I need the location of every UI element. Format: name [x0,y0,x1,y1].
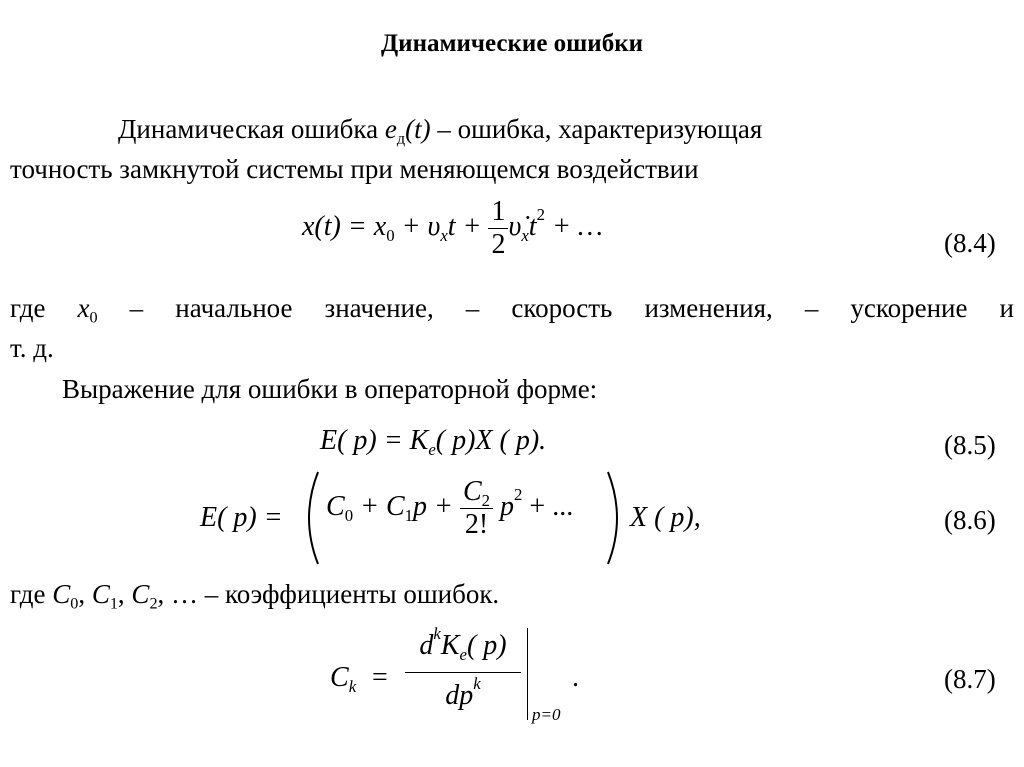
where-description: – начальное значение, – скорость изменения, – ускорение и [97,293,1015,323]
eq84-t2: t [528,211,537,243]
eq87-equals: = [372,662,388,693]
equation-8-7-lhs [330,662,356,694]
equation-number-8-5: (8.5) [944,430,996,460]
eq86-tail: + ... [522,491,574,523]
equation-number-8-6: (8.6) [944,505,996,535]
eq86-c1-sub: 1 [404,505,414,525]
eq84-frac-den: 2 [488,228,508,261]
eq86-p2-sup: 2 [514,485,523,504]
eq87-ck: C [330,662,349,693]
coeff-rest: , … – коэффициенты ошибок. [157,579,500,609]
eq85-rhs: ( p)X ( p). [435,425,547,456]
equation-number-8-7: (8.7) [944,664,996,694]
eq86-fraction [460,476,493,541]
equation-8-4 [302,196,603,261]
eq87-period: . [572,662,579,693]
eq86-frac-num: C [462,476,482,507]
eq84-vx-sub: x [440,225,448,245]
coeff-prefix: где [10,579,53,609]
eq84-tail: + … [544,211,603,243]
eq86-c1: + C [353,491,405,523]
eq84-acceleration: υ̇ [508,211,522,243]
coeff-c0-sub: 0 [70,594,79,613]
eq86-frac-den: 2! [460,508,493,541]
equation-number-8-4: (8.4) [944,228,996,258]
eq87-d: d [419,630,434,661]
eq87-fraction-bar [405,672,521,673]
equation-8-6-lhs: E( p) = [200,502,283,533]
x0-symbol: x [77,293,90,323]
coefficients-text: где $C_0$, $C_1$, $C_2$, … – коэффициенты ошибок. [10,579,500,613]
eq86-c0-sub: 0 [344,505,354,525]
eq87-den-k: k [473,673,481,693]
where-line-2: т. д. [10,333,54,363]
error-argument: (t) [405,114,431,144]
definition-line-1 [118,114,763,148]
coeff-c2-sub: 2 [149,594,158,613]
eq84-fraction [488,196,508,261]
eq84-frac-num: 1 [491,196,506,227]
eq85-lhs: E( p) = K [320,425,429,456]
eq87-evaluation-bar [527,628,528,720]
eq87-numerator [408,623,518,664]
error-symbol: e [384,114,397,144]
where-line-1 [10,293,1015,327]
eq87-K: K [440,630,460,661]
eq84-t2-sup: 2 [536,205,545,224]
coeff-c2: C [131,579,150,609]
eq84-t: t + [447,211,489,243]
equation-8-5 [320,425,546,457]
eq86-c0: C [326,491,345,523]
error-subscript: д [396,129,406,148]
right-paren [604,470,628,566]
eq84-x0-sub: 0 [386,225,395,245]
eq87-num-k: k [433,623,441,643]
eq84-velocity: + υ [394,211,441,243]
eq86-frac-num-sub: 2 [481,490,491,510]
equation-8-6-inner [326,476,573,541]
x0-subscript: 0 [89,308,98,327]
eq84-lhs: x(t) = x [302,211,387,243]
coeff-c1-sub: 1 [109,594,118,613]
eq87-evaluation-sub: p=0 [532,705,561,724]
eq85-ke-sub: e [428,439,436,459]
page-title: Динамические ошибки [380,30,643,57]
eq87-ck-sub: k [348,676,357,696]
eq87-p: ( p) [466,630,507,661]
eq87-dp: dp [445,680,474,711]
eq86-p: p + [413,491,460,523]
definition-text-rest: – ошибка, характеризующая [430,114,763,144]
eq87-e-sub: e [459,644,467,664]
operator-form-text: Выражение для ошибки в операторной форме: [62,374,598,404]
coeff-c0: C [52,579,71,609]
left-paren [298,470,322,566]
where-prefix: где [10,293,78,323]
eq84-dv-sub: x [521,225,529,245]
coeff-c1: C [91,579,110,609]
eq86-p2: p [493,491,515,523]
definition-text: Динамическая ошибка [118,114,385,144]
eq87-denominator [408,673,518,712]
definition-line-2: точность замкнутой системы при меняющемся воздействии [10,154,699,184]
equation-8-6-rhs: X ( p), [630,502,701,533]
